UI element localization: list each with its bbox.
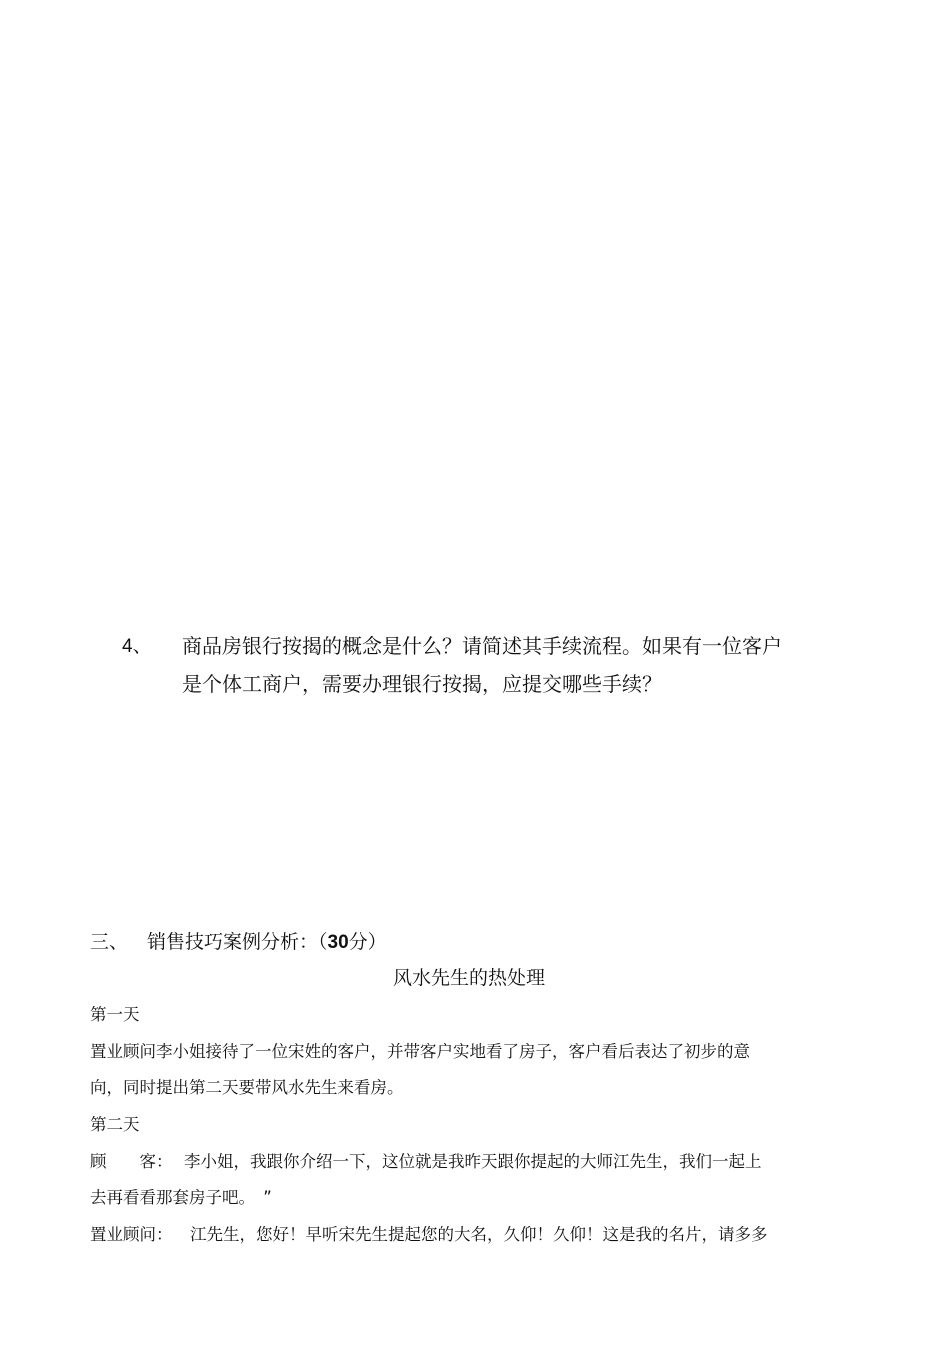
section-title	[147, 927, 387, 954]
question-text-line1: 商品房银行按揭的概念是什么？请简述其手续流程。如果有一位客户	[182, 634, 782, 658]
customer-speech: 李小姐，我跟你介绍一下，这位就是我昨天跟你提起的大师江先生，我们一起上	[184, 1152, 762, 1171]
consultant-speaker-label: 置业顾问：	[90, 1225, 173, 1244]
consultant-speech: 江先生，您好！早听宋先生提起您的大名，久仰！久仰！这是我的名片，请多多	[190, 1225, 768, 1244]
customer-speaker-label: 顾 客：	[90, 1152, 173, 1171]
section-title-prefix: 销售技巧案例分析：（	[147, 931, 328, 953]
section-title-suffix: 分）	[348, 931, 387, 953]
day1-text-line1: 置业顾问李小姐接待了一位宋姓的客户，并带客户实地看了房子，客户看后表达了初步的意	[90, 1042, 750, 1061]
day1-label: 第一天	[90, 1005, 140, 1024]
customer-dialogue-line2: 去再看看那套房子吧。 ”	[90, 1188, 272, 1207]
day2-label: 第二天	[90, 1115, 140, 1134]
question-number: 4、	[122, 636, 152, 657]
customer-dialogue-line1	[90, 1148, 762, 1172]
section-number: 三、	[90, 931, 129, 953]
question-text-line2: 是个体工商户，需要办理银行按揭，应提交哪些手续？	[182, 672, 662, 696]
day1-text-line2: 向，同时提出第二天要带风水先生来看房。	[90, 1078, 404, 1097]
section-score: 30	[327, 932, 349, 953]
case-title: 风水先生的热处理	[392, 967, 545, 989]
consultant-dialogue-line1	[90, 1221, 768, 1245]
